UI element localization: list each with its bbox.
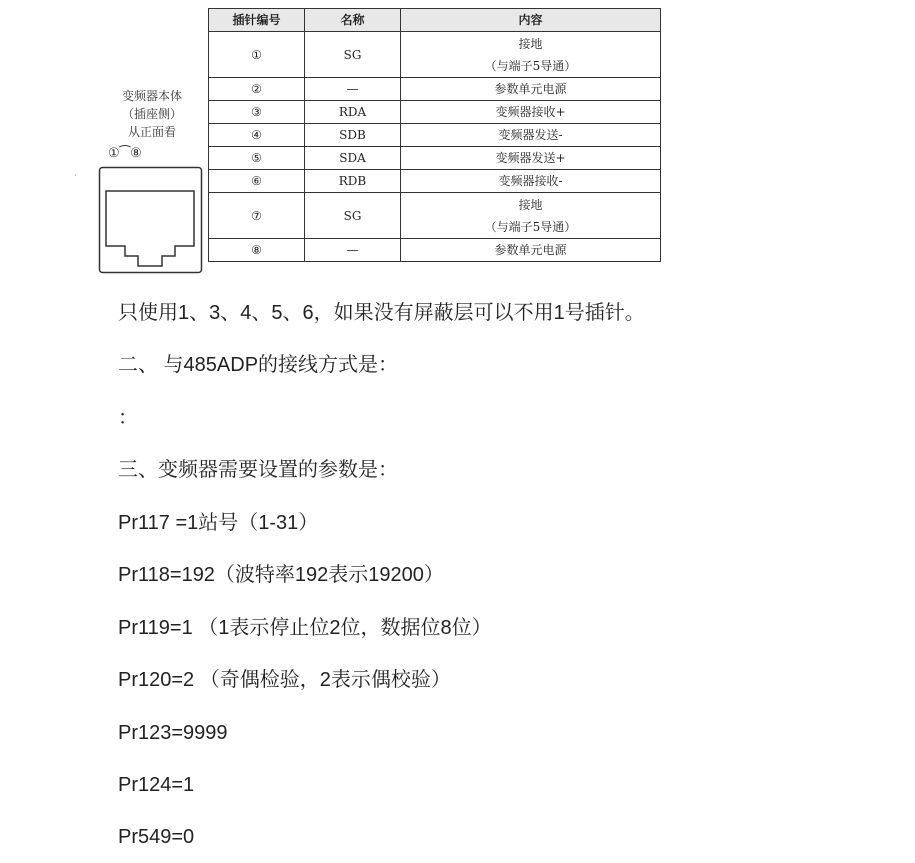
parameter-line: Pr119=1 （1表示停止位2位，数据位8位） [118,617,492,639]
connector-label [112,87,192,141]
pin-content-line: 接地 [518,36,543,51]
wiring-colon: ： [118,407,138,429]
connector-label-line: （插座侧） [121,107,182,121]
pin-content [401,193,661,239]
pin-name: SDA [305,147,401,170]
pin-content: 变频器发送+ [401,147,661,170]
parameter-line: Pr117 =1站号（1-31） [118,512,319,534]
table-row [209,170,661,193]
header-name: 名称 [305,9,401,32]
header-content: 内容 [401,9,661,32]
pin-content: 变频器接收- [401,170,661,193]
parameter-line: Pr124=1 [118,774,195,796]
parameter-line: Pr549=0 [118,826,195,848]
pin-assignment-figure [0,0,915,280]
table-row [209,101,661,124]
section-heading-wiring: 二、 与485ADP的接线方式是： [118,354,399,376]
connector-label-line: 变频器本体 [121,89,182,103]
pin-number: ⑧ [209,239,305,262]
table-row [209,239,661,262]
pin-number: ⑥ [209,170,305,193]
pin-content: 变频器接收+ [401,101,661,124]
pin-number: ② [209,78,305,101]
table-row [209,147,661,170]
pin-number: ③ [209,101,305,124]
pin-content-line: （与端子5导通） [484,58,577,73]
pin-name: SG [305,193,401,239]
table-row [209,32,661,78]
connector-pin-range: ①⁀⑧ [108,146,142,161]
pin-number: ⑤ [209,147,305,170]
pin-name: RDA [305,101,401,124]
pin-content: 变频器发送- [401,124,661,147]
rj45-connector-icon [98,166,204,276]
header-pin-number: 插针编号 [209,9,305,32]
parameter-line: Pr120=2 （奇偶检验，2表示偶校验） [118,669,451,691]
stray-mark: ˈ [74,174,78,185]
table-row [209,124,661,147]
pin-name: — [305,78,401,101]
parameter-line: Pr118=192（波特率192表示19200） [118,564,444,586]
pin-assignment-table [208,8,661,262]
pin-number: ① [209,32,305,78]
pin-content [401,32,661,78]
pin-content: 参数单元电源 [401,78,661,101]
pin-name: — [305,239,401,262]
table-row [209,193,661,239]
section-heading-parameters: 三、变频器需要设置的参数是： [118,459,398,481]
parameter-line: Pr123=9999 [118,722,228,744]
pin-number: ⑦ [209,193,305,239]
pin-content-line: （与端子5导通） [484,219,577,234]
pin-name: RDB [305,170,401,193]
table-header-row [209,9,661,32]
pin-usage-note: 只使用1、3、4、5、6，如果没有屏蔽层可以不用1号插针。 [118,302,645,324]
connector-label-line: 从正面看 [127,125,176,139]
pin-content-line: 接地 [518,197,543,212]
pin-content: 参数单元电源 [401,239,661,262]
pin-name: SDB [305,124,401,147]
table-row [209,78,661,101]
pin-name: SG [305,32,401,78]
pin-number: ④ [209,124,305,147]
